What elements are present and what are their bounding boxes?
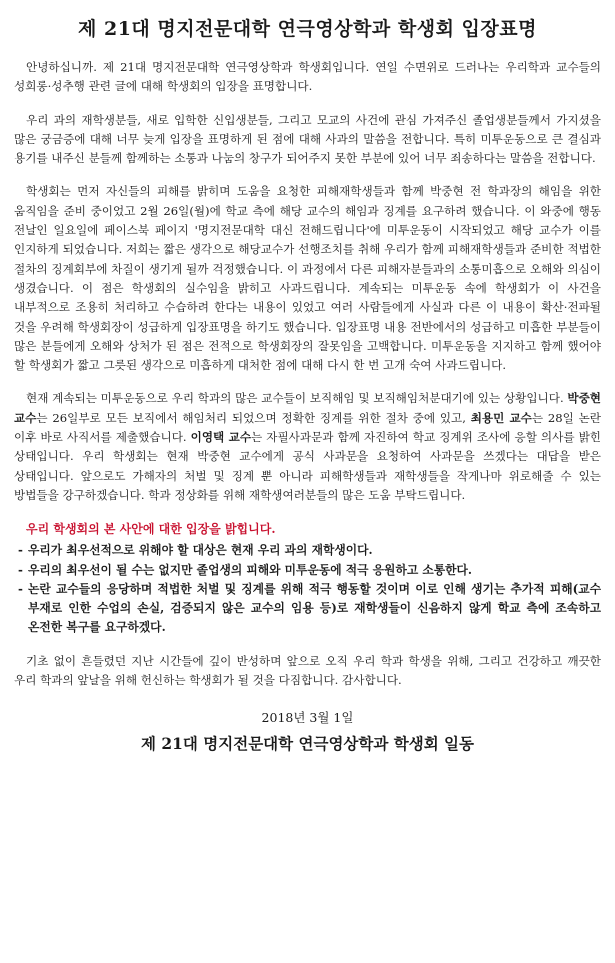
dash-bullet: - xyxy=(18,562,23,577)
stance-item-text: 우리의 최우선이 될 수는 없지만 졸업생의 피해와 미투운동에 적극 응원하고 소통한다. xyxy=(28,562,473,577)
dash-bullet: - xyxy=(18,581,23,596)
professor-name-1: 박중현 교수 xyxy=(14,391,601,425)
stance-heading: 우리 학생회의 본 사안에 대한 입장을 밝힙니다. xyxy=(26,522,276,537)
status-text-1: 현재 계속되는 미투운동으로 우리 학과의 많은 교수들이 보직해임 및 보직해임처분대기에 있는 상황입니다. xyxy=(26,391,568,406)
status-text-4: 는 자필사과문과 함께 자진하여 학교 징계위 조사에 응할 의사를 밝힌 상태입니다. 우리 학생회는 현재 박중현 교수에게 공식 사과문을 요청하여 사과문을 쓰겠다는 대답을 받은 상태입니다. 앞으로도 가해자의 처벌 및 징계 뿐 아니라 피해학생들과 재학생들을 작게나마 위로해줄 수 있는 방법들을 강구하겠습니다. 학과 정상화를 위해 재학생여러분들의 많은 도움 부탁드립니다. xyxy=(14,430,601,502)
dash-bullet: - xyxy=(18,543,23,558)
explanation-paragraph: 학생회는 먼저 자신들의 피해를 밝히며 도움을 요청한 피해재학생들과 함께 박중현 전 학과장의 해임을 위한 움직임을 준비 중이었고 2월 26일(월)에 학교 측에 해당 교수의 해임과 징계를 요구하려 했습니다. 이 와중에 행동 전날인 일요일에 페이스북 페이지 '명지전문대학 대신 전해드립니다'에 미투운동이 시작되었고 해당 교수가 이를 인지하게 되었습니다. 저희는 짧은 생각으로 해당교수가 선행조치를 취해 우리가 함께 피해재학생들과 준비한 적법한 절차의 징계회부에 차질이 생기게 될까 걱정했습니다. 이 과정에서 다른 피해자분들과의 소통미흡으로 오해와 의심이 생겼습니다. 이 점은 학생회의 실수임을 밝히고 사과드립니다. 계속되는 미투운동 속에 학생회가 이 사건을 내부적으로 조용히 처리하고 수습하려 한다는 내용이 있었고 여러 사람들에게 사실과 다른 이 내용이 확산·전파될 것을 우려해 학생회장이 성급하게 입장표명을 하기도 했습니다. 입장표명 내용 전반에서의 성급하고 미흡한 부분들이 많은 분들에게 오해와 상처가 된 점은 전적으로 학생회장의 잘못임을 고백합니다. 미투운동을 지지하고 함께 했어야 할 학생회가 짧고 그릇된 생각으로 미흡하게 대처한 점에 대해 다시 한 번 고개 숙여 사과드립니다. xyxy=(14,184,601,373)
document-title: 제 21대 명지전문대학 연극영상학과 학생회 입장표명 xyxy=(78,18,537,40)
stance-item xyxy=(14,580,601,638)
status-text-2: 는 26일부로 모든 보직에서 해임처리 되었으며 정확한 징계를 위한 절차 중에 있고, xyxy=(36,410,471,425)
status-text-3: 는 28일 논란 이후 바로 사직서를 제출했습니다. xyxy=(14,410,601,445)
closing-paragraph: 기초 없이 흔들렸던 지난 시간들에 깊이 반성하며 앞으로 오직 우리 학과 학생을 위해, 그리고 건강하고 깨끗한 우리 학과의 앞날을 위해 헌신하는 학생회가 될 것을 다짐합니다. 감사합니다. xyxy=(14,653,601,688)
stance-item-text: 논란 교수들의 응당하며 적법한 처벌 및 징계를 위해 적극 행동할 것이며 이로 인해 생기는 추가적 피해(교수 부재로 인한 수업의 손실, 검증되지 않은 교수의 임용 등)로 재학생들이 신음하지 않게 학교 측에 조속하고 온전한 복구를 요구하겠다. xyxy=(28,581,601,635)
stance-list xyxy=(14,541,601,637)
greeting-paragraph: 안녕하십니까. 제 21대 명지전문대학 연극영상학과 학생회입니다. 연일 수면위로 드러나는 우리학과 교수들의 성희롱·성추행 관련 글에 대해 학생회의 입장을 표명합니다. xyxy=(14,60,601,94)
document-date: 2018년 3월 1일 xyxy=(261,710,354,726)
professor-name-3: 이영택 교수 xyxy=(190,430,252,445)
stance-item-text: 우리가 최우선적으로 위해야 할 대상은 현재 우리 과의 재학생이다. xyxy=(28,543,373,558)
stance-item xyxy=(14,541,601,560)
status-paragraph xyxy=(14,389,601,505)
professor-name-2: 최용민 교수 xyxy=(470,410,532,425)
signature: 제 21대 명지전문대학 연극영상학과 학생회 일동 xyxy=(140,734,475,754)
stance-item xyxy=(14,561,601,580)
apology-paragraph: 우리 과의 재학생분들, 새로 입학한 신입생분들, 그리고 모교의 사건에 관심 가져주신 졸업생분들께서 가지셨을 많은 궁금증에 대해 너무 늦게 입장을 표명하게 된 점에 대해 사과의 말씀을 전합니다. 특히 미투운동으로 큰 결심과 용기를 내주신 분들께 함께하는 소통과 나눔의 창구가 되어주지 못한 부분에 있어 너무 죄송하다는 말씀을 전합니다. xyxy=(14,112,601,166)
